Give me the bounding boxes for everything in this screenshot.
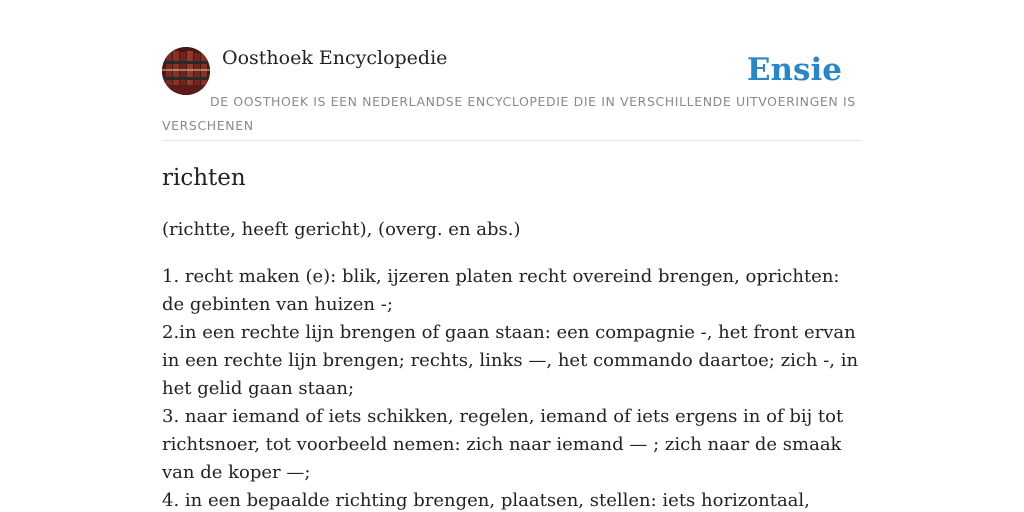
definition-item: 4. in een bepaalde richting brengen, plaatsen, stellen: iets horizontaal, — [162, 490, 810, 511]
ensie-logo-link[interactable]: Ensie — [746, 52, 842, 88]
entry-grammar: (richtte, heeft gericht), (overg. en abs.) — [162, 219, 521, 240]
entry-title: richten — [162, 165, 246, 191]
source-title[interactable]: Oosthoek Encyclopedie — [222, 47, 448, 69]
source-avatar[interactable] — [162, 47, 210, 95]
source-header — [162, 46, 862, 141]
definition-item: 3. naar iemand of iets schikken, regelen, iemand of iets ergens in of bij tot richtsnoer, tot voorbeeld nemen: zich naar iemand — ; zich naar de smaak van de koper —; — [162, 406, 844, 483]
definition-item: 1. recht maken (e): blik, ijzeren platen recht overeind brengen, oprichten: de gebinten van huizen -; — [162, 266, 840, 315]
entry-definitions — [162, 263, 862, 512]
source-description: DE OOSTHOEK IS EEN NEDERLANDSE ENCYCLOPEDIE DIE IN VERSCHILLENDE UITVOERINGEN IS VERSCHENEN — [162, 94, 856, 133]
definition-item: 2.in een rechte lijn brengen of gaan staan: een compagnie -, het front ervan in een rechte lijn brengen; rechts, links —, het commando daartoe; zich -, in het gelid gaan staan; — [162, 322, 859, 399]
book-spines-icon — [162, 47, 210, 95]
